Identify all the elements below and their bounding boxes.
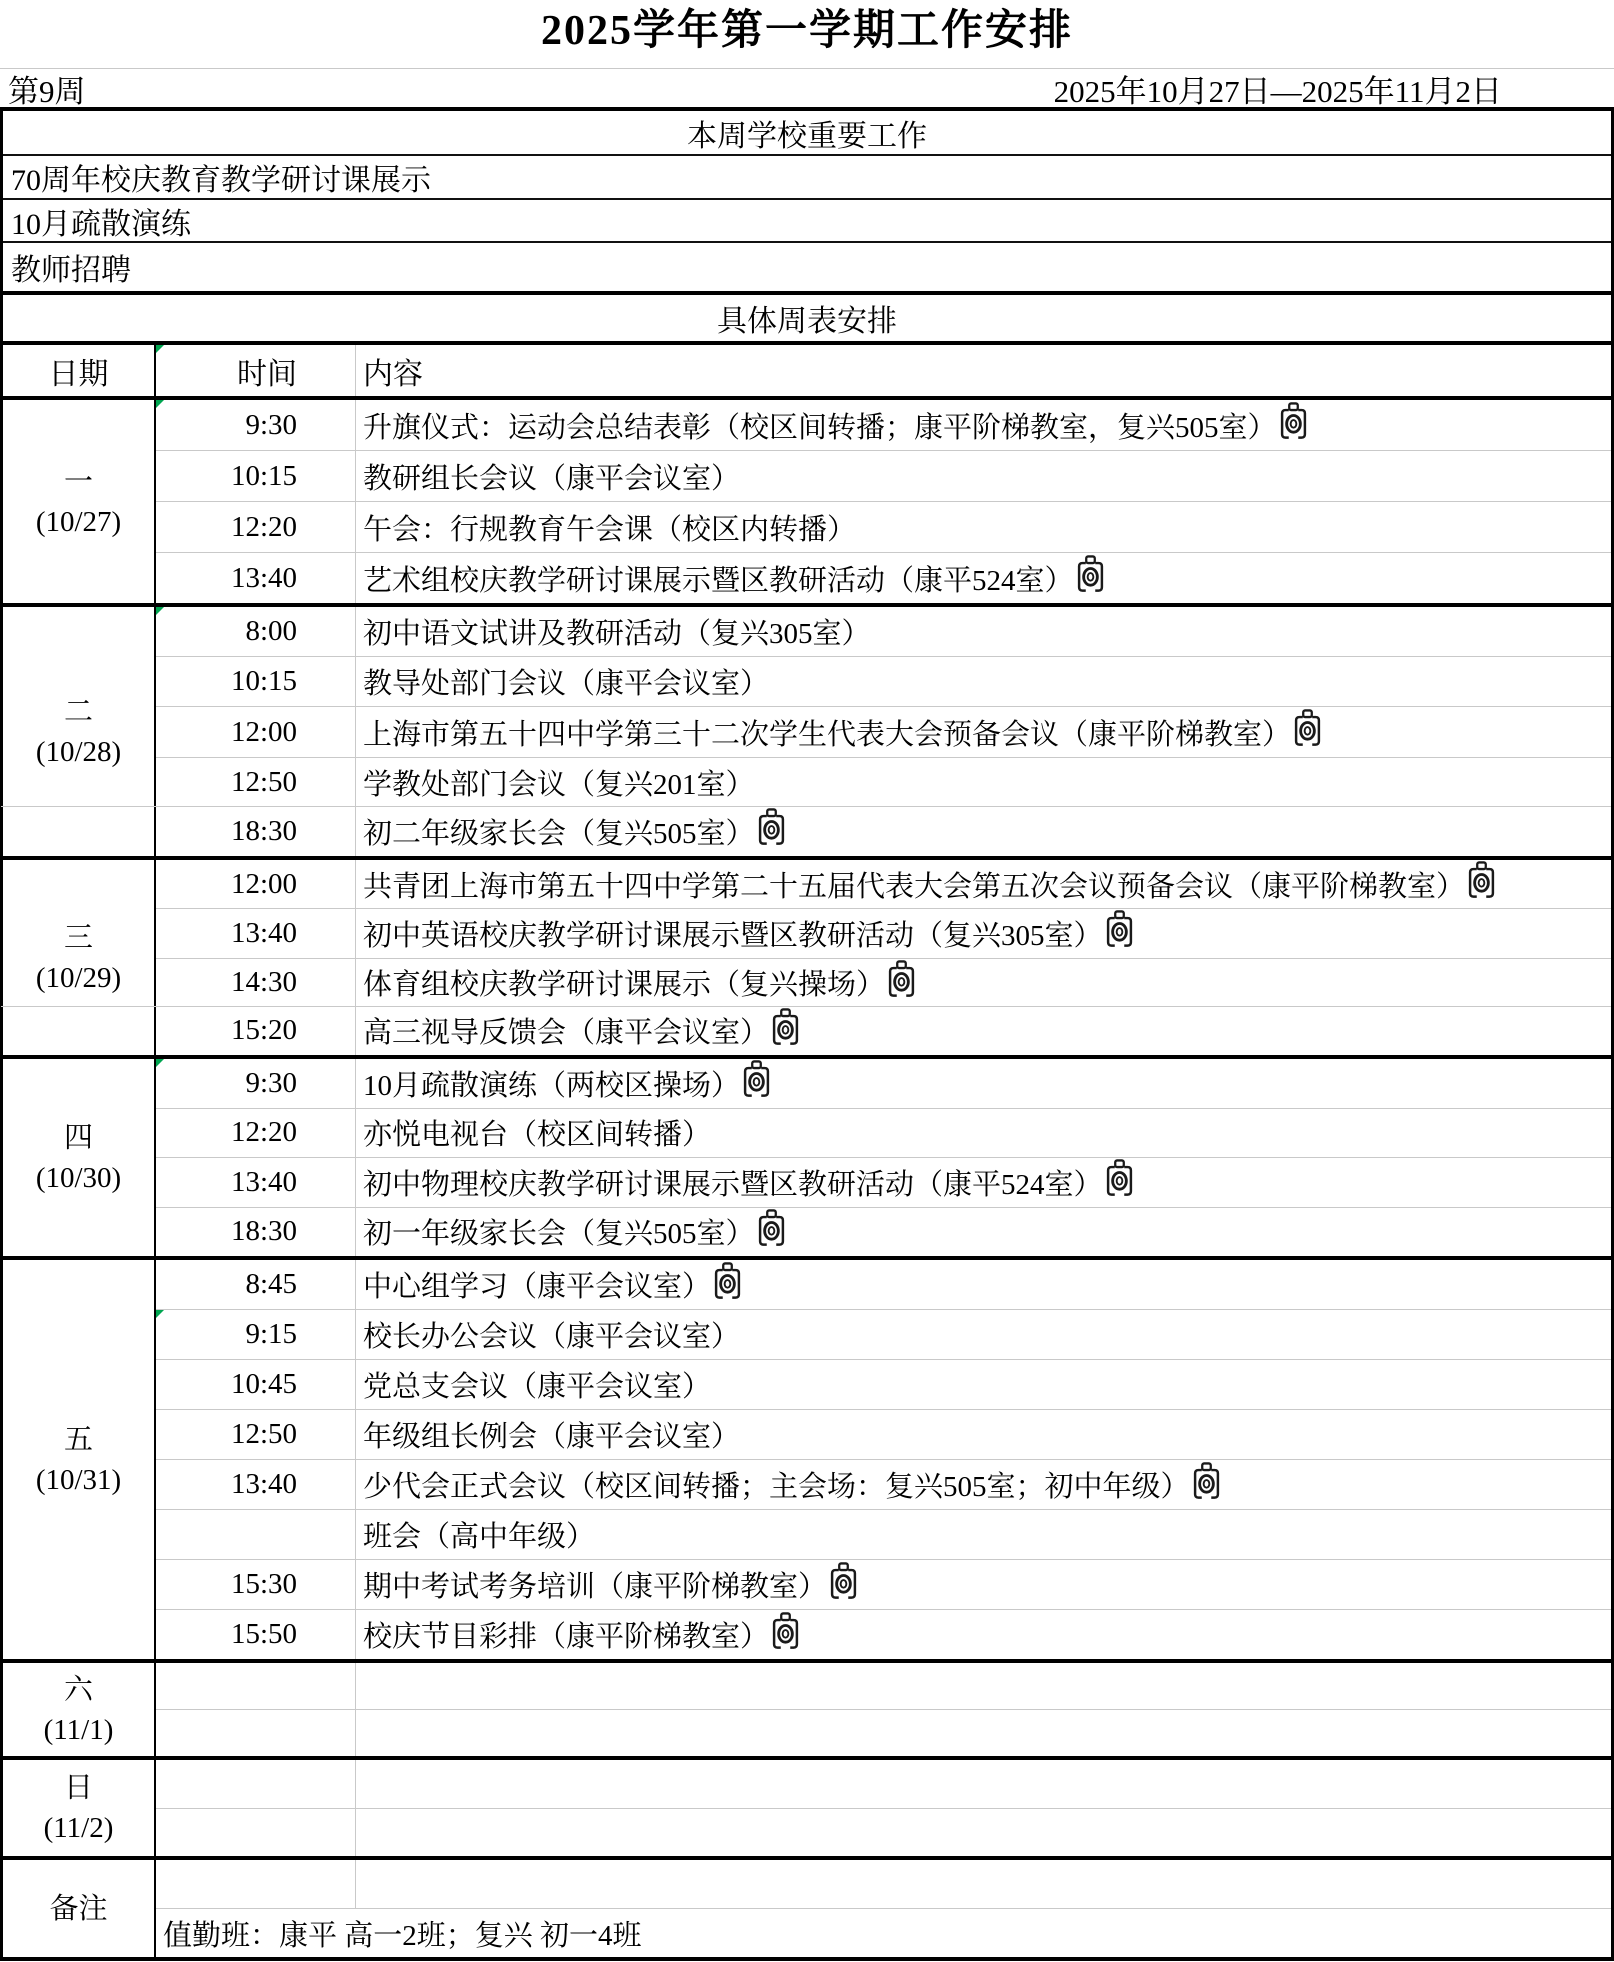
schedule-table xyxy=(0,107,1614,1961)
date-range: 2025年10月27日—2025年11月2日 xyxy=(1053,73,1502,109)
content-text: 上海市第五十四中学第三十二次学生代表大会预备会议（康平阶梯教室） xyxy=(363,718,1292,751)
content-text: 教研组长会议（康平会议室） xyxy=(363,462,741,495)
time-text: 18:30 xyxy=(230,1215,297,1248)
schedule-row xyxy=(156,1808,1611,1857)
comment-marker xyxy=(156,1310,164,1318)
time-cell xyxy=(156,860,356,908)
time-cell xyxy=(156,1560,356,1609)
schedule-row xyxy=(156,1609,1611,1659)
schedule-row xyxy=(156,1509,1611,1559)
schedule-row xyxy=(156,607,1611,656)
content-text: 亦悦电视台（校区间转播） xyxy=(363,1119,712,1152)
camera-icon xyxy=(743,1060,770,1098)
time-cell xyxy=(156,1710,356,1756)
time-cell xyxy=(156,400,356,450)
content-cell xyxy=(356,400,1611,450)
schedule-row xyxy=(156,400,1611,450)
schedule-row xyxy=(156,1260,1611,1309)
content-cell xyxy=(356,1460,1611,1509)
content-text: 班会（高中年级） xyxy=(363,1521,596,1553)
time-cell xyxy=(156,1109,356,1158)
time-cell xyxy=(156,1410,356,1459)
important-work-item: 70周年校庆教育教学研讨课展示 xyxy=(3,156,1611,200)
camera-icon xyxy=(1106,910,1133,948)
weekly-detail-section-title: 具体周表安排 xyxy=(3,295,1611,345)
content-text: 校长办公会议（康平会议室） xyxy=(363,1321,741,1353)
week-info-row xyxy=(0,68,1614,107)
day-label-line: 四 xyxy=(63,1121,93,1154)
important-work-section-title: 本周学校重要工作 xyxy=(3,111,1611,156)
day-block xyxy=(3,860,1611,1059)
time-cell xyxy=(156,1510,356,1559)
camera-icon xyxy=(1468,861,1495,899)
day-label-line: 六 xyxy=(63,1673,93,1706)
important-work-item: 教师招聘 xyxy=(3,243,1611,295)
content-cell xyxy=(356,1208,1611,1257)
day-label-line: 二 xyxy=(63,695,93,728)
day-label xyxy=(3,1760,156,1856)
content-cell xyxy=(356,860,1611,908)
content-text: 年级组长例会（康平会议室） xyxy=(363,1421,741,1453)
day-label-line: (10/29) xyxy=(35,961,122,994)
time-text: 12:50 xyxy=(230,1418,297,1450)
schedule-row xyxy=(156,552,1611,603)
time-cell xyxy=(156,909,356,957)
camera-icon xyxy=(758,1209,785,1247)
time-cell xyxy=(156,959,356,1007)
content-text: 共青团上海市第五十四中学第二十五届代表大会第五次会议预备会议（康平阶梯教室） xyxy=(363,870,1466,903)
content-cell xyxy=(356,1007,1611,1055)
content-text: 初中语文试讲及教研活动（复兴305室） xyxy=(363,618,871,651)
camera-icon xyxy=(1077,555,1104,593)
schedule-row xyxy=(156,807,1611,856)
time-text: 12:00 xyxy=(230,715,297,748)
day-block xyxy=(3,1059,1611,1260)
content-cell xyxy=(356,451,1611,501)
schedule-row xyxy=(156,656,1611,706)
time-cell xyxy=(156,1610,356,1659)
time-cell xyxy=(156,1860,356,1908)
time-text: 14:30 xyxy=(230,966,297,999)
time-cell xyxy=(156,1158,356,1207)
time-text: 18:30 xyxy=(230,814,297,847)
day-rows xyxy=(156,400,1611,603)
content-text: 午会：行规教育午会课（校区内转播） xyxy=(363,513,857,546)
time-text: 9:30 xyxy=(245,1066,297,1099)
time-cell xyxy=(156,1760,356,1808)
day-label-line: (10/31) xyxy=(35,1463,122,1496)
camera-icon xyxy=(830,1562,857,1600)
column-header-row xyxy=(3,345,1611,400)
comment-marker xyxy=(156,1059,164,1067)
comment-marker xyxy=(156,345,164,353)
content-text: 高三视导反馈会（康平会议室） xyxy=(363,1017,770,1050)
content-text: 学教处部门会议（复兴201室） xyxy=(363,768,755,801)
content-cell xyxy=(356,1410,1611,1459)
day-label-line: (10/30) xyxy=(35,1161,122,1194)
schedule-row xyxy=(156,501,1611,552)
day-label-line: 备注 xyxy=(49,1892,108,1925)
time-cell xyxy=(156,807,356,856)
schedule-row xyxy=(156,1663,1611,1709)
time-cell xyxy=(156,758,356,807)
schedule-row xyxy=(156,1309,1611,1359)
comment-marker xyxy=(156,400,164,408)
camera-icon xyxy=(758,808,785,846)
schedule-row xyxy=(156,450,1611,501)
time-cell xyxy=(156,1208,356,1257)
schedule-row xyxy=(156,1908,1611,1957)
content-cell xyxy=(356,1158,1611,1207)
time-cell xyxy=(156,1809,356,1857)
remarks-block xyxy=(3,1860,1611,1957)
time-text: 12:20 xyxy=(230,510,297,543)
day-rows xyxy=(156,1860,1611,1957)
time-cell xyxy=(156,451,356,501)
schedule-row xyxy=(156,1359,1611,1409)
day-label xyxy=(3,1260,156,1659)
content-text: 艺术组校庆教学研讨课展示暨区教研活动（康平524室） xyxy=(363,564,1074,597)
content-text: 体育组校庆教学研讨课展示（复兴操场） xyxy=(363,969,886,1002)
column-header-date: 日期 xyxy=(3,345,156,396)
content-cell xyxy=(356,959,1611,1007)
content-cell xyxy=(356,502,1611,552)
time-text: 13:40 xyxy=(230,561,297,594)
content-text: 升旗仪式：运动会总结表彰（校区间转播；康平阶梯教室，复兴505室） xyxy=(363,411,1277,444)
time-text: 9:15 xyxy=(245,1318,297,1350)
content-cell xyxy=(356,1809,1611,1857)
day-label-line: 一 xyxy=(63,465,93,498)
content-cell xyxy=(356,707,1611,756)
time-text: 15:20 xyxy=(230,1014,297,1047)
content-cell xyxy=(356,1059,1611,1108)
content-cell xyxy=(356,909,1611,957)
day-block xyxy=(3,1663,1611,1760)
time-cell xyxy=(156,607,356,656)
content-text: 少代会正式会议（校区间转播；主会场：复兴505室；初中年级） xyxy=(363,1471,1190,1503)
important-work-item: 10月疏散演练 xyxy=(3,200,1611,243)
content-cell xyxy=(356,1310,1611,1359)
time-cell xyxy=(156,1360,356,1409)
time-cell xyxy=(156,1260,356,1309)
camera-icon xyxy=(1106,1159,1133,1197)
camera-icon xyxy=(888,960,915,998)
content-text: 校庆节目彩排（康平阶梯教室） xyxy=(363,1621,770,1653)
camera-icon xyxy=(1280,402,1307,440)
time-text: 15:30 xyxy=(230,1568,297,1600)
time-text: 8:45 xyxy=(245,1268,297,1300)
time-text: 12:50 xyxy=(230,765,297,798)
schedule-row xyxy=(156,860,1611,908)
time-text: 13:40 xyxy=(230,1468,297,1500)
camera-icon xyxy=(1193,1462,1220,1500)
schedule-row xyxy=(156,1459,1611,1509)
content-text: 初一年级家长会（复兴505室） xyxy=(363,1218,755,1251)
time-cell xyxy=(156,707,356,756)
day-rows xyxy=(156,607,1611,856)
day-label xyxy=(3,1059,156,1256)
camera-icon xyxy=(714,1262,741,1300)
time-cell xyxy=(156,553,356,603)
day-label xyxy=(3,1663,156,1756)
schedule-row xyxy=(156,1559,1611,1609)
day-label-line: 五 xyxy=(63,1423,93,1456)
content-text: 初中物理校庆教学研讨课展示暨区教研活动（康平524室） xyxy=(363,1168,1103,1201)
schedule-row xyxy=(156,1760,1611,1808)
day-rows xyxy=(156,1059,1611,1256)
time-cell xyxy=(156,1310,356,1359)
content-cell xyxy=(356,1663,1611,1709)
day-label-line: (11/1) xyxy=(43,1713,114,1746)
time-text: 12:00 xyxy=(230,867,297,900)
day-label-line: 三 xyxy=(63,921,93,954)
day-label-line: (11/2) xyxy=(43,1812,114,1844)
content-cell xyxy=(356,1260,1611,1309)
schedule-row xyxy=(156,1007,1611,1055)
day-label xyxy=(3,607,156,856)
schedule-row xyxy=(156,908,1611,957)
schedule-row xyxy=(156,1709,1611,1756)
page-title: 2025学年第一学期工作安排 xyxy=(540,8,1073,54)
time-text: 9:30 xyxy=(245,408,297,441)
schedule-row xyxy=(156,1207,1611,1257)
day-label-line: (10/27) xyxy=(35,505,122,538)
camera-icon xyxy=(772,1612,799,1650)
content-text: 期中考试考务培训（康平阶梯教室） xyxy=(363,1571,828,1603)
time-text: 10:15 xyxy=(230,665,297,698)
camera-icon xyxy=(772,1008,799,1046)
day-blocks xyxy=(3,400,1611,1957)
column-header-content: 内容 xyxy=(363,357,423,391)
day-rows xyxy=(156,1760,1611,1856)
column-header-time: 时间 xyxy=(156,345,356,396)
content-cell xyxy=(156,1909,1611,1957)
day-label-line: 日 xyxy=(63,1772,93,1804)
schedule-row xyxy=(156,706,1611,756)
day-block xyxy=(3,1760,1611,1860)
content-cell xyxy=(356,1860,1611,1908)
content-text: 教导处部门会议（康平会议室） xyxy=(363,668,770,701)
camera-icon xyxy=(1294,709,1321,747)
content-cell xyxy=(356,1560,1611,1609)
content-text: 初二年级家长会（复兴505室） xyxy=(363,817,755,850)
content-text: 中心组学习（康平会议室） xyxy=(363,1271,712,1303)
content-cell xyxy=(356,1360,1611,1409)
day-rows xyxy=(156,1260,1611,1659)
schedule-row xyxy=(156,1157,1611,1207)
content-cell xyxy=(356,1510,1611,1559)
time-cell xyxy=(156,1663,356,1709)
day-rows xyxy=(156,1663,1611,1756)
schedule-row xyxy=(156,1059,1611,1108)
time-cell xyxy=(156,657,356,706)
schedule-row xyxy=(156,757,1611,807)
time-cell xyxy=(156,1059,356,1108)
time-text: 10:15 xyxy=(230,459,297,492)
week-number: 第9周 xyxy=(8,73,86,109)
day-rows xyxy=(156,860,1611,1055)
time-text: 12:20 xyxy=(230,1116,297,1149)
schedule-row xyxy=(156,1409,1611,1459)
content-cell xyxy=(356,1610,1611,1659)
content-cell xyxy=(356,553,1611,603)
day-label-line: (10/28) xyxy=(35,735,122,768)
content-cell xyxy=(356,1760,1611,1808)
day-block xyxy=(3,1260,1611,1663)
time-text: 15:50 xyxy=(230,1618,297,1650)
content-text: 值勤班：康平 高一2班；复兴 初一4班 xyxy=(163,1919,642,1952)
day-block xyxy=(3,607,1611,860)
schedule-row xyxy=(156,1108,1611,1158)
schedule-row xyxy=(156,958,1611,1007)
content-cell xyxy=(356,758,1611,807)
time-text: 10:45 xyxy=(230,1368,297,1400)
time-cell xyxy=(156,1007,356,1055)
day-label xyxy=(3,1860,156,1957)
content-cell xyxy=(356,807,1611,856)
time-text: 8:00 xyxy=(245,615,297,648)
content-cell xyxy=(356,607,1611,656)
content-cell xyxy=(356,657,1611,706)
time-text: 13:40 xyxy=(230,916,297,949)
content-cell xyxy=(356,1710,1611,1756)
comment-marker xyxy=(156,607,164,615)
time-text: 13:40 xyxy=(230,1165,297,1198)
time-cell xyxy=(156,502,356,552)
schedule-row xyxy=(156,1860,1611,1908)
day-label xyxy=(3,860,156,1055)
content-text: 党总支会议（康平会议室） xyxy=(363,1371,712,1403)
time-cell xyxy=(156,1460,356,1509)
content-cell xyxy=(356,1109,1611,1158)
day-label xyxy=(3,400,156,603)
day-block xyxy=(3,400,1611,607)
content-text: 初中英语校庆教学研讨课展示暨区教研活动（复兴305室） xyxy=(363,919,1103,952)
content-text: 10月疏散演练（两校区操场） xyxy=(363,1069,741,1102)
